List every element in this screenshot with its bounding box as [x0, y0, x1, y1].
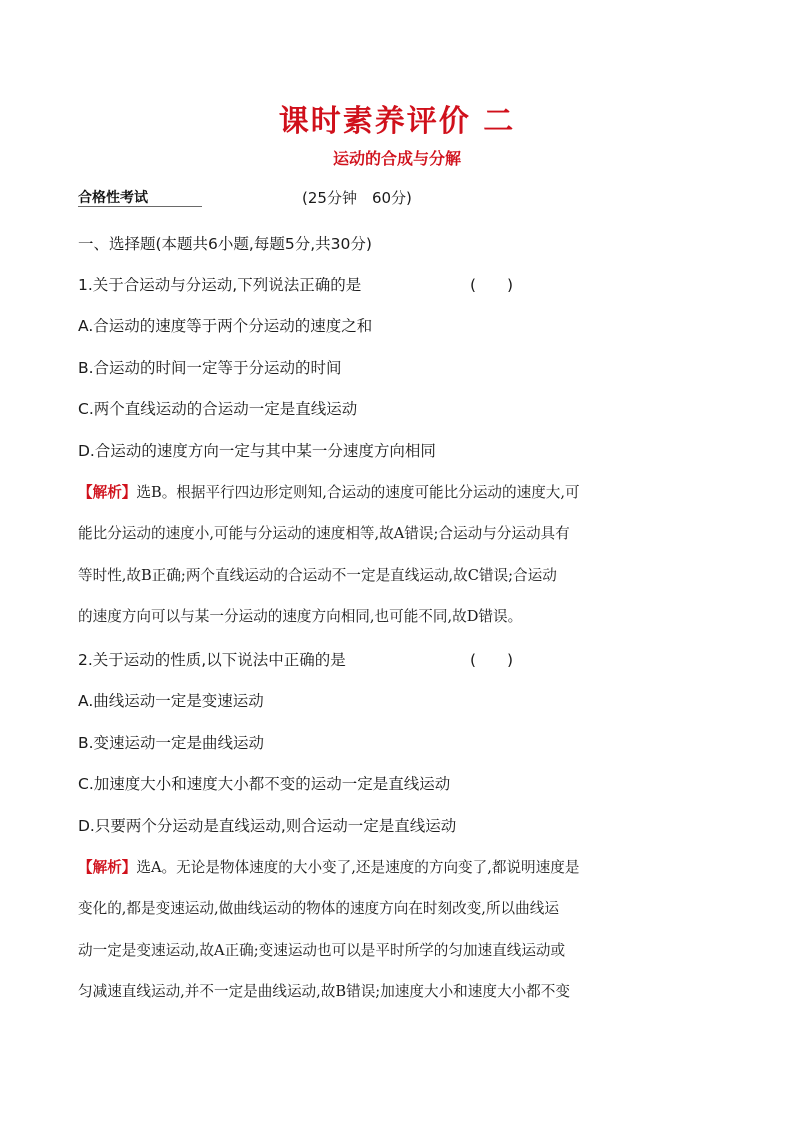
option: A.合运动的速度等于两个分运动的速度之和	[78, 317, 373, 335]
option: C.加速度大小和速度大小都不变的运动一定是直线运动	[78, 775, 451, 793]
time-score: (25分钟 60分)	[302, 189, 412, 207]
analysis-tag: 【解析】	[78, 859, 137, 876]
analysis-tag: 【解析】	[78, 484, 137, 501]
answer-blank: ( )	[470, 651, 514, 669]
question-stem-text: 2.关于运动的性质,以下说法中正确的是	[78, 651, 346, 669]
option: D.合运动的速度方向一定与其中某一分速度方向相同	[78, 442, 436, 460]
page-title: 课时素养评价 二	[278, 104, 516, 139]
page-subtitle: 运动的合成与分解	[332, 149, 461, 168]
option: C.两个直线运动的合运动一定是直线运动	[78, 400, 358, 418]
analysis-line: 能比分运动的速度小,可能与分运动的速度相等,故A错误;合运动与分运动具有	[78, 525, 570, 542]
option: B.合运动的时间一定等于分运动的时间	[78, 359, 342, 377]
part-heading: 一、选择题(本题共6小题,每题5分,共30分)	[78, 235, 372, 253]
answer-blank: ( )	[470, 276, 514, 294]
analysis-line	[78, 856, 726, 877]
section-label: 合格性考试	[78, 190, 148, 206]
analysis-line: 的速度方向可以与某一分运动的速度方向相同,也可能不同,故D错误。	[78, 608, 523, 625]
question-stem	[78, 273, 726, 295]
question-stem	[78, 648, 726, 670]
option: B.变速运动一定是曲线运动	[78, 734, 265, 752]
analysis-line: 动一定是变速运动,故A正确;变速运动也可以是平时所学的匀加速直线运动或	[78, 942, 566, 959]
analysis-line	[78, 481, 726, 502]
section-underline	[78, 206, 202, 207]
analysis-line: 变化的,都是变速运动,做曲线运动的物体的速度方向在时刻改变,所以曲线运	[78, 900, 559, 917]
analysis-text: 选A。无论是物体速度的大小变了,还是速度的方向变了,都说明速度是	[136, 859, 580, 876]
analysis-line: 匀减速直线运动,并不一定是曲线运动,故B错误;加速度大小和速度大小都不变	[78, 983, 570, 1000]
analysis-line: 等时性,故B正确;两个直线运动的合运动不一定是直线运动,故C错误;合运动	[78, 567, 557, 584]
analysis-text: 选B。根据平行四边形定则知,合运动的速度可能比分运动的速度大,可	[136, 484, 580, 501]
option: A.曲线运动一定是变速运动	[78, 692, 264, 710]
option: D.只要两个分运动是直线运动,则合运动一定是直线运动	[78, 817, 457, 835]
question-stem-text: 1.关于合运动与分运动,下列说法正确的是	[78, 276, 362, 294]
